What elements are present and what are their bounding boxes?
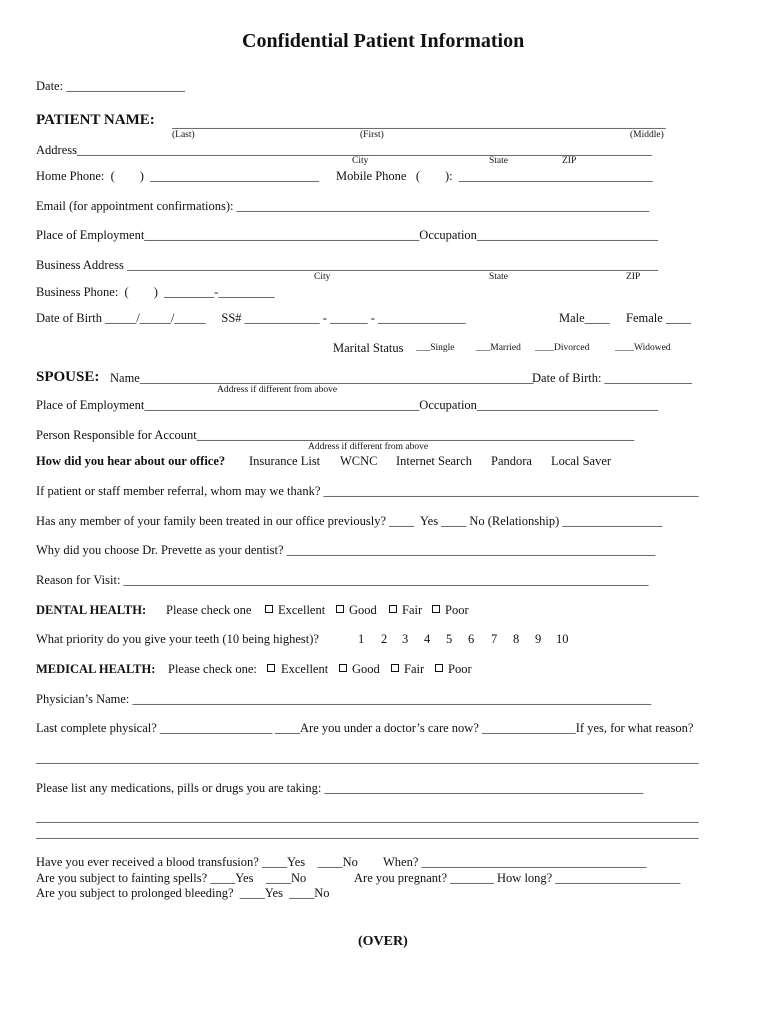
- transfusion-question[interactable]: Have you ever received a blood transfusion? ____Yes ____No: [36, 855, 358, 869]
- priority-option[interactable]: 5: [446, 632, 453, 646]
- dental-option-good: Good: [349, 603, 377, 617]
- priority-option[interactable]: 1: [358, 632, 365, 646]
- referral-option[interactable]: Internet Search: [396, 454, 473, 468]
- patient-name-label: PATIENT NAME:: [36, 112, 155, 128]
- middle-name-caption: (Middle): [630, 130, 664, 140]
- bleeding-question[interactable]: Are you subject to prolonged bleeding? ____Yes ____No: [36, 886, 330, 900]
- why-choose-field[interactable]: Why did you choose Dr. Prevette as your dentist? ___________________________________________________________: [36, 543, 656, 557]
- spouse-label: SPOUSE:: [36, 369, 100, 385]
- priority-option[interactable]: 6: [468, 632, 475, 646]
- first-name-caption: (First): [360, 130, 384, 140]
- referral-option[interactable]: Pandora: [491, 454, 532, 468]
- checkbox-icon[interactable]: [432, 605, 440, 613]
- dental-health-label: DENTAL HEALTH:: [36, 603, 147, 617]
- care-reason-line[interactable]: __________________________________________________________________________________________________________: [36, 751, 699, 765]
- doctors-care-field[interactable]: ____Are you under a doctor’s care now? _______________If yes, for what reason?: [275, 721, 694, 735]
- address-field[interactable]: Address____________________________________________________________________________________________: [36, 143, 652, 157]
- priority-option[interactable]: 3: [402, 632, 409, 646]
- medications-line[interactable]: __________________________________________________________________________________________________________: [36, 826, 699, 840]
- medical-health-label: MEDICAL HEALTH:: [36, 662, 156, 676]
- spouse-name-field[interactable]: Name_______________________________________________________________: [110, 371, 534, 385]
- marital-widowed[interactable]: ____Widowed: [615, 343, 671, 353]
- referral-source-question: How did you hear about our office?: [36, 454, 226, 468]
- referral-option[interactable]: Insurance List: [249, 454, 321, 468]
- checkbox-icon[interactable]: [267, 664, 275, 672]
- priority-option[interactable]: 2: [381, 632, 388, 646]
- zip-caption: ZIP: [562, 156, 577, 166]
- page-title: Confidential Patient Information: [242, 30, 525, 52]
- employment-field[interactable]: Place of Employment____________________________________________Occupation_____________________________: [36, 228, 659, 242]
- dental-option-fair: Fair: [402, 603, 423, 617]
- business-state-caption: State: [489, 272, 508, 282]
- medications-line[interactable]: __________________________________________________________________________________________________________: [36, 810, 699, 824]
- reason-visit-field[interactable]: Reason for Visit: ____________________________________________________________________________________: [36, 573, 649, 587]
- checkbox-icon[interactable]: [389, 605, 397, 613]
- dob-ssn-field[interactable]: Date of Birth _____/_____/_____ SS# ____________ - ______ - ______________: [36, 311, 466, 325]
- dental-health-prompt: Please check one: [166, 603, 252, 617]
- over-note: (OVER): [358, 934, 408, 949]
- state-caption: State: [489, 156, 508, 166]
- checkbox-icon[interactable]: [339, 664, 347, 672]
- business-city-caption: City: [314, 272, 331, 282]
- referral-option[interactable]: WCNC: [340, 454, 378, 468]
- marital-single[interactable]: ___Single: [416, 343, 455, 353]
- referral-thanks-field[interactable]: If patient or staff member referral, whom may we thank? ____________________________________________________________: [36, 484, 699, 498]
- priority-option[interactable]: 4: [424, 632, 431, 646]
- medical-health-prompt: Please check one:: [168, 662, 257, 676]
- dental-option-excellent: Excellent: [278, 603, 326, 617]
- medical-option-fair: Fair: [404, 662, 425, 676]
- responsible-address-note: Address if different from above: [308, 442, 429, 452]
- female-field[interactable]: Female ____: [626, 311, 691, 325]
- physician-field[interactable]: Physician’s Name: ___________________________________________________________________________________: [36, 692, 652, 706]
- patient-name-field[interactable]: _______________________________________________________________________________: [172, 116, 666, 130]
- medical-option-excellent: Excellent: [281, 662, 329, 676]
- medical-option-good: Good: [352, 662, 380, 676]
- spouse-employment-field[interactable]: Place of Employment____________________________________________Occupation_____________________________: [36, 398, 659, 412]
- dental-option-poor: Poor: [445, 603, 469, 617]
- last-physical-field[interactable]: Last complete physical? __________________: [36, 721, 273, 735]
- business-zip-caption: ZIP: [626, 272, 641, 282]
- business-address-field[interactable]: Business Address _____________________________________________________________________________________: [36, 258, 659, 272]
- priority-question: What priority do you give your teeth (10 being highest)?: [36, 632, 319, 646]
- priority-option[interactable]: 9: [535, 632, 542, 646]
- spouse-dob-field[interactable]: Date of Birth: ______________: [532, 371, 693, 385]
- city-caption: City: [352, 156, 369, 166]
- priority-option[interactable]: 8: [513, 632, 520, 646]
- checkbox-icon[interactable]: [435, 664, 443, 672]
- business-phone-field[interactable]: Business Phone: ( ) ________-_________: [36, 285, 275, 299]
- priority-option[interactable]: 7: [491, 632, 498, 646]
- checkbox-icon[interactable]: [391, 664, 399, 672]
- referral-option[interactable]: Local Saver: [551, 454, 612, 468]
- fainting-question[interactable]: Are you subject to fainting spells? ____Yes ____No: [36, 871, 307, 885]
- mobile-phone-field[interactable]: Mobile Phone ( ): _______________________________: [336, 169, 653, 183]
- marital-divorced[interactable]: ____Divorced: [535, 343, 590, 353]
- date-field[interactable]: Date: ___________________: [36, 79, 185, 93]
- transfusion-when-field[interactable]: When? ____________________________________: [383, 855, 647, 869]
- marital-married[interactable]: ___Married: [476, 343, 521, 353]
- medications-field[interactable]: Please list any medications, pills or drugs you are taking: ___________________________________________________: [36, 781, 644, 795]
- pregnant-field[interactable]: Are you pregnant? _______ How long? ____________________: [354, 871, 681, 885]
- home-phone-field[interactable]: Home Phone: ( ) ___________________________: [36, 169, 319, 183]
- spouse-address-note: Address if different from above: [217, 385, 338, 395]
- medical-option-poor: Poor: [448, 662, 472, 676]
- email-field[interactable]: Email (for appointment confirmations): __________________________________________________________________: [36, 199, 650, 213]
- checkbox-icon[interactable]: [265, 605, 273, 613]
- male-field[interactable]: Male____: [559, 311, 610, 325]
- last-name-caption: (Last): [172, 130, 195, 140]
- family-treated-field[interactable]: Has any member of your family been treated in our office previously? ____ Yes ____ No (Relationship) ________________: [36, 514, 663, 528]
- marital-status-label: Marital Status: [333, 341, 404, 355]
- responsible-party-field[interactable]: Person Responsible for Account______________________________________________________________________: [36, 428, 635, 442]
- priority-option[interactable]: 10: [556, 632, 569, 646]
- checkbox-icon[interactable]: [336, 605, 344, 613]
